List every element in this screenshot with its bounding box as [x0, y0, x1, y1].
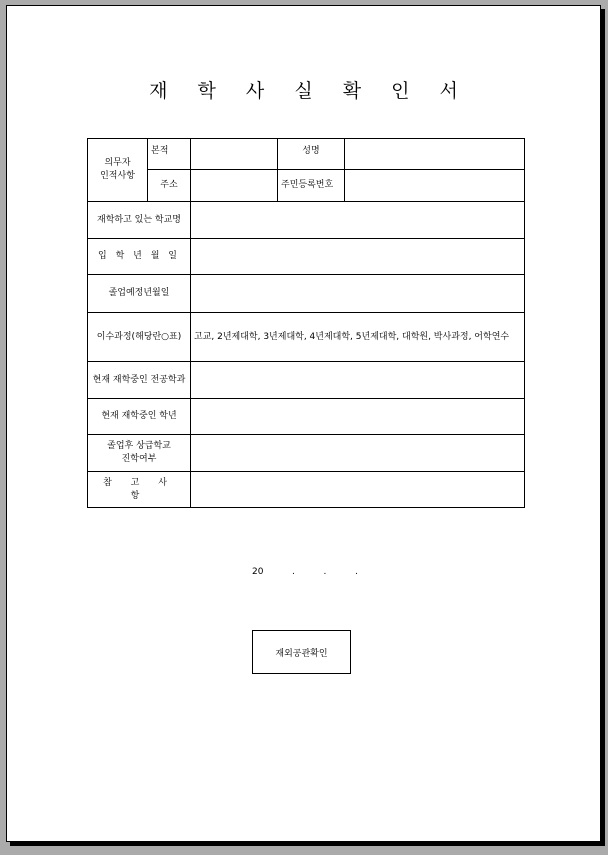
higher-education-label: 졸업후 상급학교 진학여부: [88, 435, 191, 472]
domicile-label: 본적: [148, 139, 191, 170]
remarks-label: 참 고 사 항: [88, 472, 191, 508]
page-shadow-right: [601, 9, 605, 846]
address-label: 주소: [148, 170, 191, 202]
name-label: 성명: [278, 139, 345, 170]
resident-id-value[interactable]: [345, 170, 525, 202]
admission-date-value[interactable]: [191, 239, 525, 275]
remarks-value[interactable]: [191, 472, 525, 508]
expected-graduation-label: 졸업예정년월일: [88, 275, 191, 313]
name-value[interactable]: [345, 139, 525, 170]
current-grade-value[interactable]: [191, 399, 525, 435]
document-title: 재 학 사 실 확 인 서: [149, 80, 470, 102]
current-major-value[interactable]: [191, 362, 525, 399]
school-name-value[interactable]: [191, 202, 525, 239]
form-table: [87, 138, 525, 508]
address-value[interactable]: [191, 170, 278, 202]
resident-id-label: 주민등록번호: [278, 170, 345, 202]
course-label: 이수과정(해당란○표): [88, 313, 191, 362]
school-name-label: 재학하고 있는 학교명: [88, 202, 191, 239]
document-page: [6, 5, 601, 842]
admission-date-label: 입 학 년 월 일: [88, 239, 191, 275]
current-grade-label: 현재 재학중인 학년: [88, 399, 191, 435]
domicile-value[interactable]: [191, 139, 278, 170]
page-shadow-bottom: [10, 842, 605, 846]
obligor-group-label: 의무자 인적사항: [88, 139, 148, 202]
course-options[interactable]: 고교, 2년제대학, 3년제대학, 4년제대학, 5년제대학, 대학원, 박사과정, 어학연수: [191, 313, 525, 362]
higher-education-value[interactable]: [191, 435, 525, 472]
date-line: 20 . . .: [252, 567, 358, 577]
consulate-confirm-box: 재외공관확인: [252, 630, 351, 674]
expected-graduation-value[interactable]: [191, 275, 525, 313]
current-major-label: 현재 재학중인 전공학과: [88, 362, 191, 399]
